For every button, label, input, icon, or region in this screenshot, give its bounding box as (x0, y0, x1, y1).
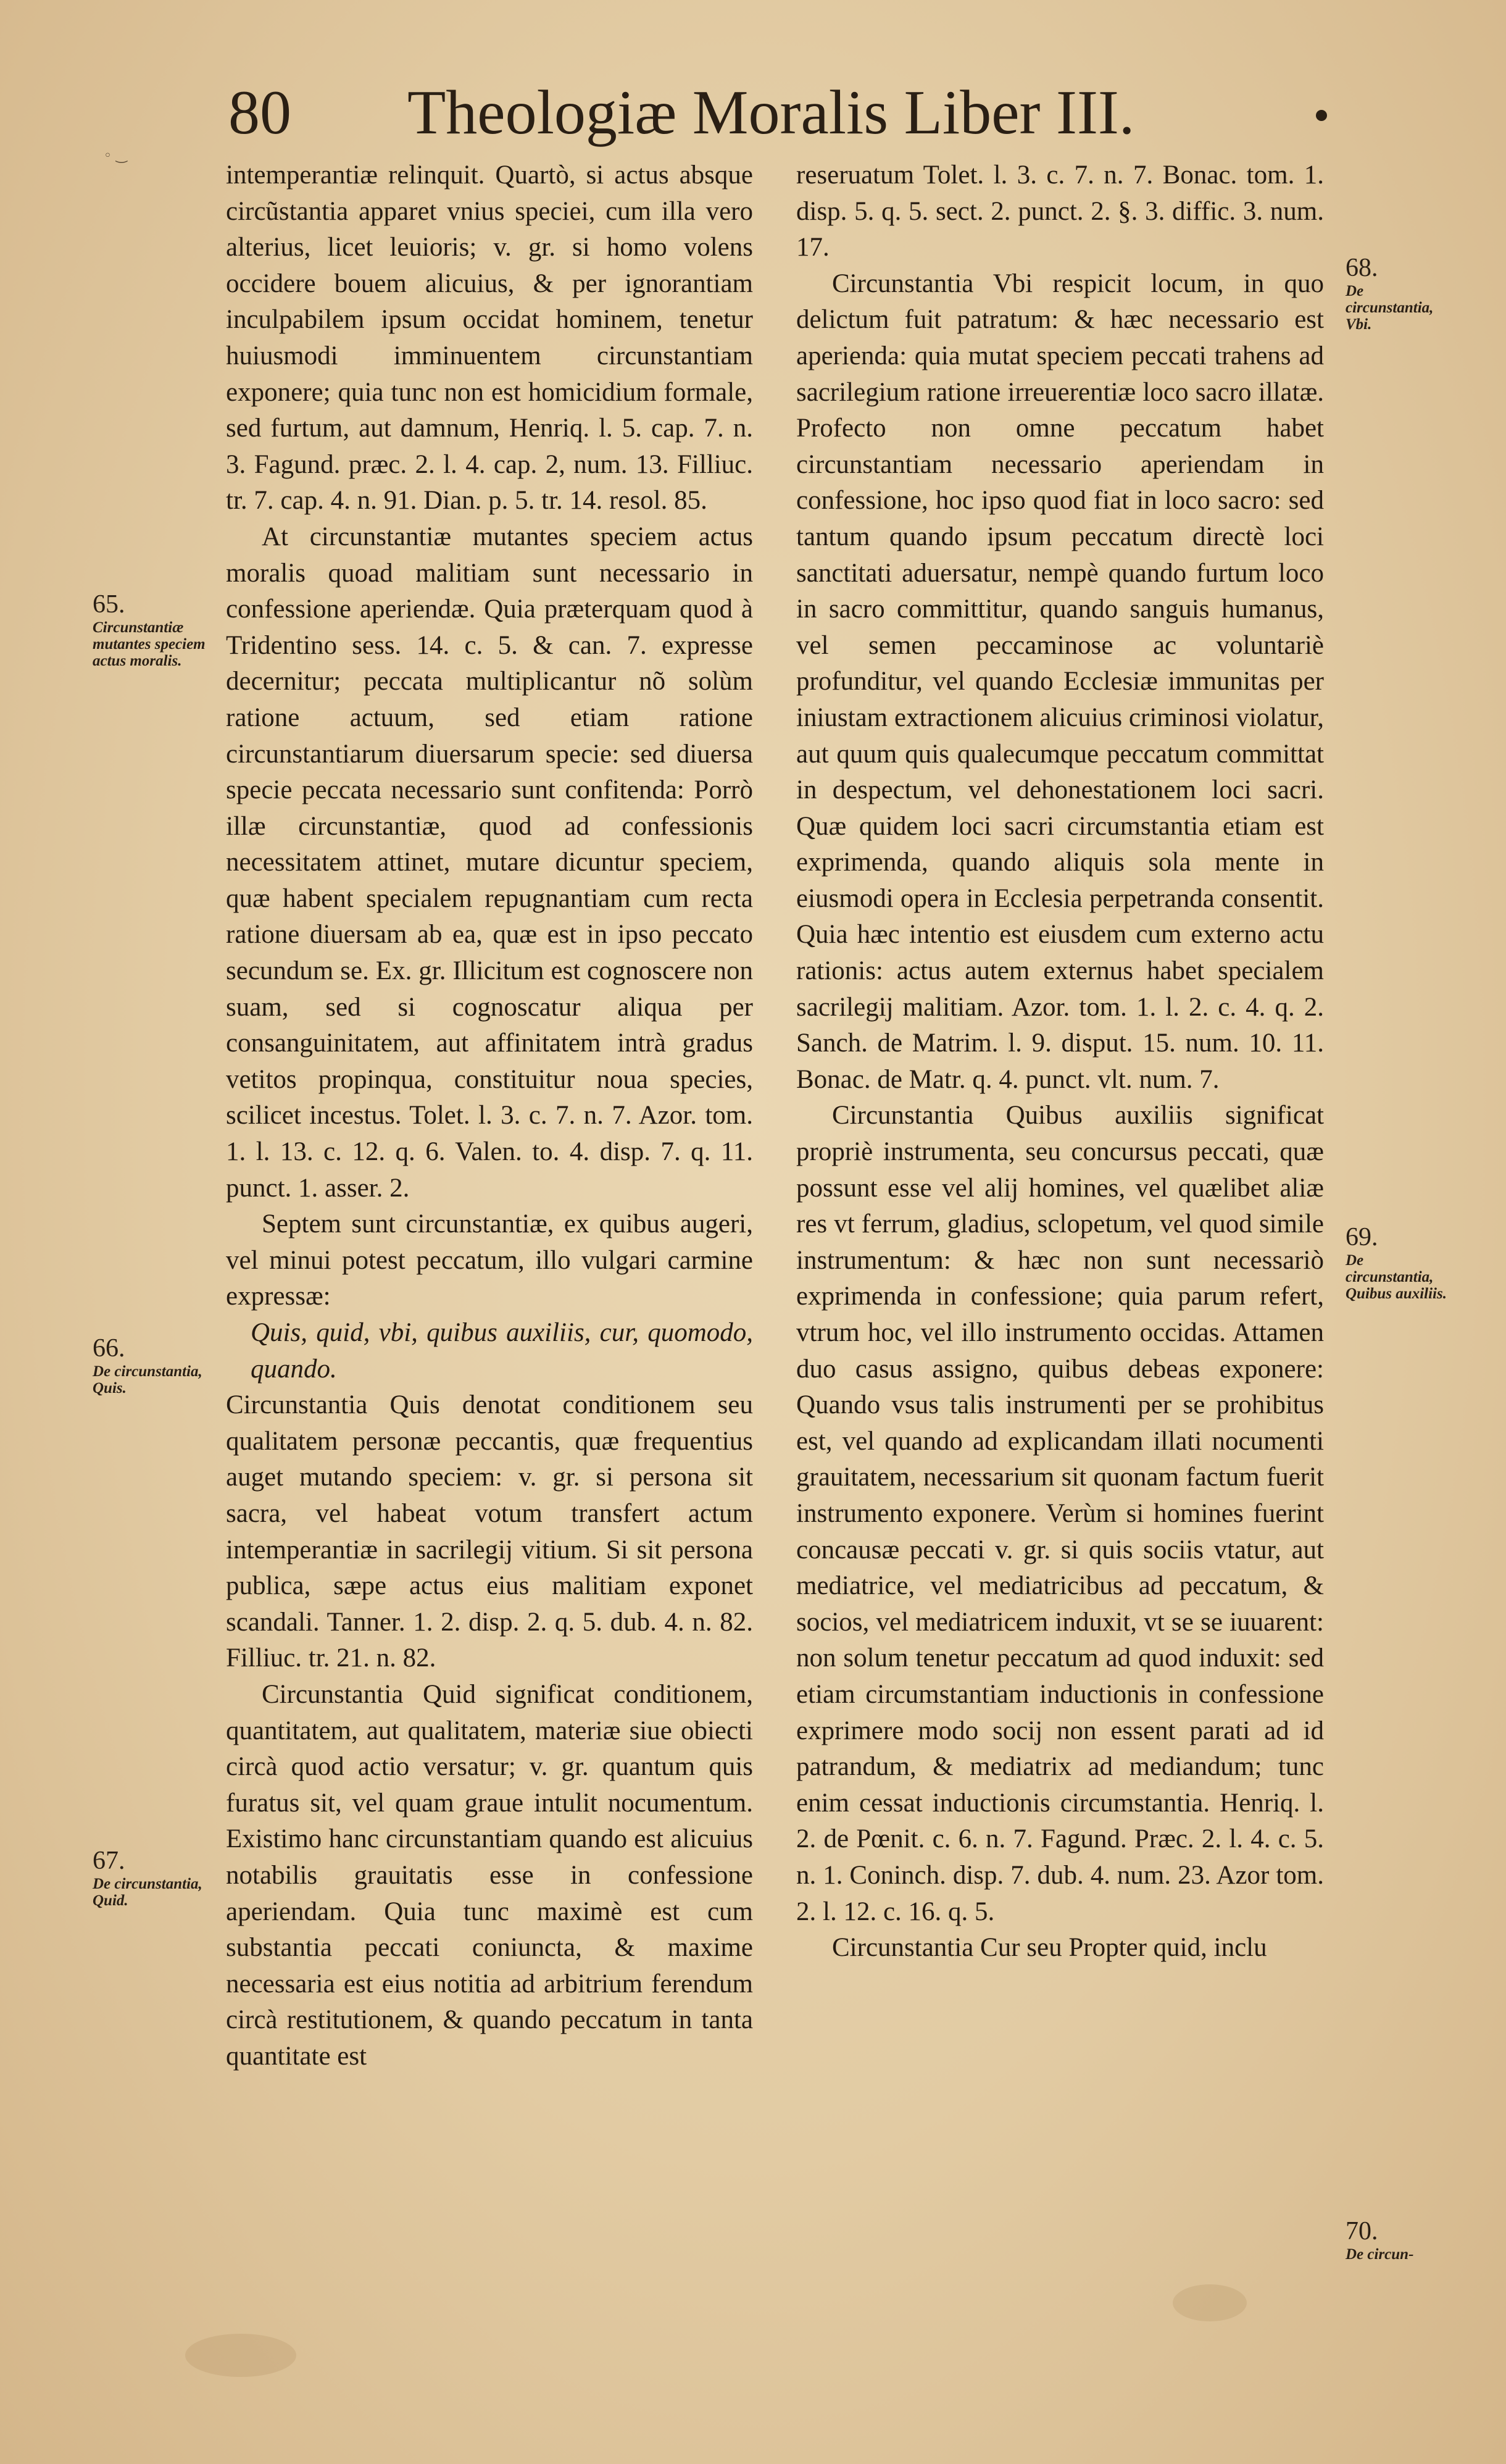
margin-note-number: 69. (1346, 1223, 1378, 1251)
page-header (222, 73, 1327, 153)
margin-note-67 (93, 1846, 225, 1909)
paragraph-69: Circunstantia Quibus auxiliis significat propriè instrumenta, seu concursus peccati, quæ possunt esse vel alij homines, vel quælibet aliæ res vt ferrum, gladius, sclopetum, vel quod simile instrumentum: & hæc non sunt necessariò exprimenda in confessione; quia parum refert, vtrum hoc, vel illo instrumento occidas. Attamen duo casus assigno, quibus debeas exponere: Quando vsus talis instrumenti per se prohibitus est, vel quando ad explicandam illati nocumenti grauitatem, necessarium sit quonam factum fuerit instrumento exponere. Verùm si homines fuerint concausæ peccati v. gr. si quis sociis vtatur, aut mediatrice, vel mediatricibus ad peccatum, & socios, vel mediatricem induxit, vt se se iuuarent: non solum tenetur peccatum ad quod induxit: sed etiam circumstantiam inductionis in confessione exprimere modo socij non essent parati ad id patrandum, & mediatrix ad mediandum; tunc enim cessat inductionis circumstantia. Henriq. l. 2. de Pœnit. c. 6. n. 7. Fagund. Præc. 2. l. 4. c. 5. n. 1. Coninch. disp. 7. dub. 4. num. 23. Azor tom. 2. l. 12. c. 16. q. 5. (796, 1101, 1324, 1926)
paragraph-70: Circunstantia Cur seu Propter quid, inclu (832, 1933, 1267, 1963)
margin-note-68 (1346, 253, 1450, 333)
right-column (796, 157, 1324, 1966)
margin-note-number: 68. (1346, 254, 1378, 282)
paragraph-continued: intemperantiæ relinquit. Quartò, si actus absque circũstantia apparet vnius speciei, cum illa vero alterius, licet leuioris; v. gr. si homo volens occidere bouem alicuius, & per ignorantiam inculpabilem ipsum occidat hominem, tenetur huiusmodi imminuentem circunstantiam exponere; quia tunc non est homicidium formale, sed furtum, aut damnum, Henriq. l. 5. cap. 7. n. 3. Fagund. præc. 2. l. 4. cap. 2, num. 13. Filliuc. tr. 7. cap. 4. n. 91. Dian. p. 5. tr. 14. resol. 85. (226, 161, 753, 516)
paragraph-67: Circunstantia Quid significat conditionem, quantitatem, aut qualitatem, materiæ siue obiecti circà quod actio versatur; v. gr. quantum quis furatus sit, vel quam graue intulit nocumentum. Existimo hanc circunstantiam quando est alicuius notabilis grauitatis esse in confessione aperiendam. Quia tunc maximè est cum substantia peccati coniuncta, & maxime necessaria est eius notitia ad arbitrium ferendum circà restitutionem, & quando peccatum in tanta quantitate est (226, 1679, 753, 2071)
margin-note-number: 65. (93, 590, 125, 619)
header-dot (1316, 110, 1327, 121)
margin-note-number: 66. (93, 1334, 125, 1363)
margin-note-text: De circunstantia, Quid. (93, 1876, 202, 1909)
paper-stain (185, 2334, 296, 2377)
paragraph-quis: Circunstantia Quis denotat conditionem seu qualitatem personæ peccantis, quæ frequentius auget mutando speciem: v. gr. si persona sit sacra, vel habeat votum transfert actum intemperantiæ in sacrilegij vitium. Si sit persona publica, sæpe actus eius malitiam exponet scandali. Tanner. 1. 2. disp. 2. q. 5. dub. 4. n. 82. Filliuc. tr. 21. n. 82. (226, 1390, 753, 1673)
margin-note-text: De circunstantia, Quibus auxiliis. (1346, 1252, 1447, 1302)
printer-mark: ◦ ‿ (104, 148, 127, 164)
margin-note-number: 67. (93, 1847, 125, 1875)
verse-mnemonic: Quis, quid, vbi, quibus auxiliis, cur, quomodo, quando. (251, 1318, 753, 1384)
page-number: 80 (228, 78, 291, 148)
margin-note-text: De circunstantia, Vbi. (1346, 283, 1434, 333)
margin-note-text: Circunstantiæ mutantes speciem actus moralis. (93, 619, 206, 669)
running-title: Theologiæ Moralis Liber III. (407, 78, 1135, 148)
paragraph-65: At circunstantiæ mutantes speciem actus moralis quoad malitiam sunt necessario in confessione aperiendæ. Quia præterquam quod à Tridentino sess. 14. c. 5. & can. 7. expresse decernitur; peccata multiplicantur nõ solùm ratione actuum, sed etiam ratione circunstantiarum diuersarum specie: sed diuersa specie peccata necessario sunt confitenda: Porrò illæ circunstantiæ, quod ad confessionis necessitatem attinet, mutare dicuntur speciem, quæ habent specialem repugnantiam cum recta ratione diuersam ab ea, quæ est in ipso peccato secundum se. Ex. gr. Illicitum est cognoscere non suam, sed si cognoscatur aliqua per consanguinitatem, aut affinitatem intrà gradus vetitos propinqua, constituitur noua species, scilicet incestus. Tolet. l. 3. c. 7. n. 7. Azor. tom. 1. l. 13. c. 12. q. 6. Valen. to. 4. disp. 7. q. 11. punct. 1. asser. 2. (226, 522, 753, 1203)
paragraph-66: Septem sunt circunstantiæ, ex quibus augeri, vel minui potest peccatum, illo vulgari carmine expressæ: (226, 1209, 753, 1311)
margin-note-66 (93, 1334, 225, 1397)
paper-stain (1173, 2284, 1247, 2321)
margin-note-text: De circun- (1346, 2246, 1414, 2263)
paragraph-continued: reseruatum Tolet. l. 3. c. 7. n. 7. Bonac. tom. 1. disp. 5. q. 5. sect. 2. punct. 2. §. 3. diffic. 3. num. 17. (796, 161, 1324, 262)
margin-note-69 (1346, 1222, 1450, 1302)
left-column (226, 157, 753, 2074)
margin-note-text: De circunstantia, Quis. (93, 1363, 202, 1397)
margin-note-70 (1346, 2216, 1450, 2263)
paragraph-68: Circunstantia Vbi respicit locum, in quo delictum fuit patratum: & hæc necessario est aperienda: quia mutat speciem peccati trahens ad sacrilegium ratione irreuerentiæ loco sacro illatæ. Profecto non omne peccatum habet circunstantiam necessario aperiendam in confessione, hoc ipso quod fiat in loco sacro: sed tantum quando ipsum peccatum directè loci sanctitati aduersatur, nempè quando furtum loco in sacro committitur, quando sanguis humanus, vel semen peccaminose ac voluntariè profunditur, vel quando Ecclesiæ immunitas per iniustam extractionem alicuius criminosi violatur, aut quum quis qualecumque peccatum committat in despectum, vel dehonestationem loci sacri. Quæ quidem loci sacri circumstantia etiam est exprimenda, quando aliquis sola mente in eiusmodi opera in Ecclesia perpetranda consentit. Quia hæc intentio est eiusdem cum externo actu rationis: actus autem externus habet specialem sacrilegij malitiam. Azor. tom. 1. l. 2. c. 4. q. 2. Sanch. de Matrim. l. 9. disput. 15. num. 10. 11. Bonac. de Matr. q. 4. punct. vlt. num. 7. (796, 269, 1324, 1094)
margin-note-65 (93, 590, 225, 669)
margin-note-number: 70. (1346, 2217, 1378, 2245)
